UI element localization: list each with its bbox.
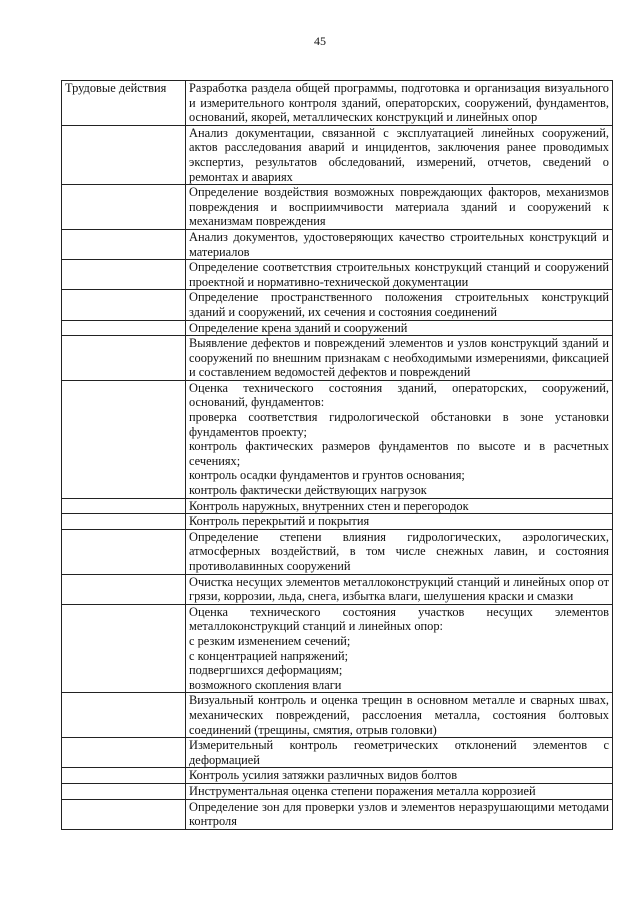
table-row xyxy=(62,320,613,336)
table-row xyxy=(62,799,613,829)
table-row xyxy=(62,783,613,799)
action-cell xyxy=(186,514,613,530)
action-text: проверка соответствия гидрологической обстановки в зоне установки фундаментов проекту; xyxy=(189,410,609,439)
action-cell xyxy=(186,229,613,259)
row-label-cell xyxy=(62,768,186,784)
action-text: Инструментальная оценка степени поражения металла коррозией xyxy=(189,783,536,798)
row-label-cell xyxy=(62,320,186,336)
action-text: подвергшихся деформациям; xyxy=(189,663,343,678)
action-cell xyxy=(186,125,613,184)
table-row xyxy=(62,185,613,230)
row-label-cell xyxy=(62,229,186,259)
action-text: Контроль наружных, внутренних стен и перегородок xyxy=(189,498,469,513)
action-text: Контроль усилия затяжки различных видов болтов xyxy=(189,768,458,783)
table-row xyxy=(62,380,613,498)
row-label-cell xyxy=(62,380,186,498)
action-cell xyxy=(186,336,613,381)
table-row xyxy=(62,604,613,693)
action-text: Очистка несущих элементов металлоконструкций станций и линейных опор от грязи, коррозии, льда, снега, избытка влаги, шелушения краски и смазки xyxy=(189,574,609,604)
table-row xyxy=(62,229,613,259)
table-row xyxy=(62,260,613,290)
action-text: Определение воздействия возможных повреждающих факторов, механизмов повреждения и восприимчивости материала зданий и сооружений к механизмам повреждения xyxy=(189,185,609,229)
action-text: Выявление дефектов и повреждений элементов и узлов конструкций зданий и сооружений по внешним признакам с необходимыми измерениями, фиксацией и составлением ведомостей дефектов и повреждений xyxy=(189,336,609,380)
table-row xyxy=(62,81,613,126)
row-label-cell xyxy=(62,738,186,768)
table-row xyxy=(62,738,613,768)
table-row xyxy=(62,693,613,738)
action-text: контроль фактических размеров фундаментов по высоте и в расчетных сечениях; xyxy=(189,439,609,468)
row-label-cell xyxy=(62,783,186,799)
action-cell xyxy=(186,604,613,693)
action-text: Определение крена зданий и сооружений xyxy=(189,320,408,335)
action-cell xyxy=(186,320,613,336)
row-label-cell xyxy=(62,498,186,514)
action-cell xyxy=(186,783,613,799)
action-text: Анализ документации, связанной с эксплуатацией линейных сооружений, актов расследования аварий и инцидентов, заключения ранее проводимых экспертиз, результатов обследований, измерений, отчетов, сведений о ремонтах и авариях xyxy=(189,125,609,184)
action-text: Измерительный контроль геометрических отклонений элементов с деформацией xyxy=(189,738,609,767)
action-cell xyxy=(186,574,613,604)
action-text: с резким изменением сечений; xyxy=(189,633,351,648)
action-text: Определение пространственного положения строительных конструкций зданий и сооружений, их сечения и состояния соединений xyxy=(189,290,609,319)
table-row xyxy=(62,336,613,381)
row-label-cell xyxy=(62,799,186,829)
row-label-cell xyxy=(62,574,186,604)
action-cell xyxy=(186,768,613,784)
action-text: контроль фактически действующих нагрузок xyxy=(189,483,427,498)
page-number: 45 xyxy=(314,34,326,48)
table-row xyxy=(62,514,613,530)
table-row xyxy=(62,290,613,320)
action-text: Визуальный контроль и оценка трещин в основном металле и сварных швах, механических повреждений, расслоения металла, состояния болтовых соединений (трещины, смятия, отрыв головки) xyxy=(189,693,609,737)
row-label-cell xyxy=(62,336,186,381)
row-label-cell xyxy=(62,693,186,738)
action-cell xyxy=(186,380,613,498)
table-row xyxy=(62,529,613,574)
action-cell xyxy=(186,693,613,738)
action-text: Оценка технического состояния зданий, операторских, сооружений, оснований, фундаментов: xyxy=(189,380,609,410)
action-text: Разработка раздела общей программы, подготовка и организация визуального и измерительного контроля зданий, операторских, сооружений, фундаментов, оснований, якорей, металлических конструкций и линейных опор xyxy=(189,81,609,125)
action-text: возможного скопления влаги xyxy=(189,677,342,692)
action-cell xyxy=(186,260,613,290)
action-text: Определение зон для проверки узлов и элементов неразрушающими методами контроля xyxy=(189,799,609,829)
action-cell xyxy=(186,290,613,320)
action-text: Определение соответствия строительных конструкций станций и сооружений проектной и нормативно-технической документации xyxy=(189,260,609,289)
action-text: Контроль перекрытий и покрытия xyxy=(189,514,370,529)
row-label-cell xyxy=(62,604,186,693)
action-cell xyxy=(186,738,613,768)
table-row xyxy=(62,574,613,604)
action-cell xyxy=(186,529,613,574)
row-label-cell xyxy=(62,260,186,290)
row-label-cell xyxy=(62,290,186,320)
row-label-cell xyxy=(62,529,186,574)
action-cell xyxy=(186,81,613,126)
row-label-cell xyxy=(62,514,186,530)
table-row xyxy=(62,768,613,784)
action-cell xyxy=(186,799,613,829)
action-cell xyxy=(186,185,613,230)
action-text: Анализ документов, удостоверяющих качество строительных конструкций и материалов xyxy=(189,229,609,259)
action-text: Оценка технического состояния участков несущих элементов металлоконструкций станций и линейных опор: xyxy=(189,604,609,634)
action-text: контроль осадки фундаментов и грунтов основания; xyxy=(189,468,465,483)
action-cell xyxy=(186,498,613,514)
action-text: Определение степени влияния гидрологических, аэрологических, атмосферных воздействий, в том числе снежных лавин, и состояния противолавинных сооружений xyxy=(189,529,609,573)
row-label-cell xyxy=(62,185,186,230)
row-label-cell xyxy=(62,125,186,184)
table-row xyxy=(62,125,613,184)
action-text: с концентрацией напряжений; xyxy=(189,648,349,663)
table-row xyxy=(62,498,613,514)
labor-actions-table xyxy=(61,80,613,830)
row-label: Трудовые действия xyxy=(62,81,186,126)
